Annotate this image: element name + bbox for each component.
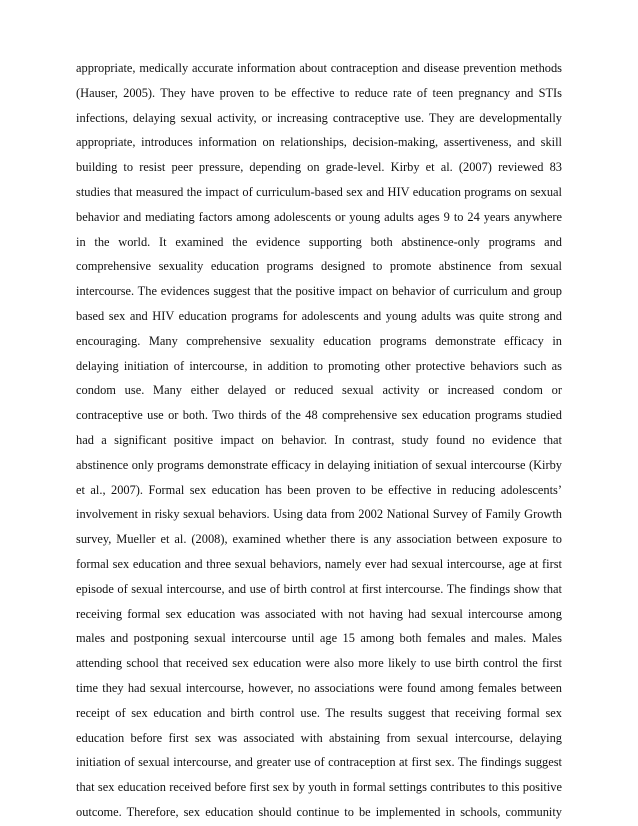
text-line-21: formal sex education and three sexual behaviors, namely ever had sexual intercourse, age at first bbox=[76, 557, 562, 571]
text-line-13: delaying initiation of intercourse, in addition to promoting other protective behaviors such as bbox=[76, 359, 562, 373]
text-line-22: episode of sexual intercourse, and use of birth control at first intercourse. The findings show that bbox=[76, 582, 562, 596]
text-line-11: based sex and HIV education programs for adolescents and young adults was quite strong and bbox=[76, 309, 562, 323]
text-line-6: studies that measured the impact of curriculum-based sex and HIV education programs on sexual bbox=[76, 185, 562, 199]
text-line-7: behavior and mediating factors among adolescents or young adults ages 9 to 24 years anywhere bbox=[76, 210, 562, 224]
text-line-10: intercourse. The evidences suggest that the positive impact on behavior of curriculum and group bbox=[76, 284, 562, 298]
text-line-23: receiving formal sex education was associated with not having had sexual intercourse among bbox=[76, 607, 562, 621]
text-line-4: appropriate, introduces information on relationships, decision-making, assertiveness, and skill bbox=[76, 135, 562, 149]
text-line-3: infections, delaying sexual activity, or increasing contraceptive use. They are developmentally bbox=[76, 111, 562, 125]
text-line-29: initiation of sexual intercourse, and greater use of contraception at first sex. The findings suggest bbox=[76, 755, 562, 769]
text-line-2: (Hauser, 2005). They have proven to be effective to reduce rate of teen pregnancy and STIs bbox=[76, 86, 562, 100]
text-line-1: appropriate, medically accurate information about contraception and disease prevention methods bbox=[76, 61, 562, 75]
text-line-24: males and postponing sexual intercourse until age 15 among both females and males. Males bbox=[76, 631, 562, 645]
text-line-14: condom use. Many either delayed or reduced sexual activity or increased condom or bbox=[76, 383, 562, 397]
text-line-9: comprehensive sexuality education programs designed to promote abstinence from sexual bbox=[76, 259, 562, 273]
text-line-30: that sex education received before first sex by youth in formal settings contributes to this positive bbox=[76, 780, 562, 794]
text-line-18: et al., 2007). Formal sex education has been proven to be effective in reducing adolescents’ bbox=[76, 483, 562, 497]
text-line-28: education before first sex was associated with abstaining from sexual intercourse, delaying bbox=[76, 731, 562, 745]
text-line-5: building to resist peer pressure, depending on grade-level. Kirby et al. (2007) reviewed 83 bbox=[76, 160, 562, 174]
text-line-25: attending school that received sex education were also more likely to use birth control the first bbox=[76, 656, 562, 670]
text-line-15: contraceptive use or both. Two thirds of the 48 comprehensive sex education programs studied bbox=[76, 408, 562, 422]
text-line-16: had a significant positive impact on behavior. In contrast, study found no evidence that bbox=[76, 433, 562, 447]
text-line-8: in the world. It examined the evidence supporting both abstinence-only programs and bbox=[76, 235, 562, 249]
text-line-17: abstinence only programs demonstrate efficacy in delaying initiation of sexual intercourse (Kirby bbox=[76, 458, 562, 472]
text-line-27: receipt of sex education and birth control use. The results suggest that receiving formal sex bbox=[76, 706, 562, 720]
text-line-20: survey, Mueller et al. (2008), examined whether there is any association between exposure to bbox=[76, 532, 562, 546]
text-line-12: encouraging. Many comprehensive sexuality education programs demonstrate efficacy in bbox=[76, 334, 562, 348]
text-line-26: time they had sexual intercourse, however, no associations were found among females between bbox=[76, 681, 562, 695]
text-line-31: outcome. Therefore, sex education should continue to be implemented in schools, community bbox=[76, 805, 562, 819]
text-line-19: involvement in risky sexual behaviors. Using data from 2002 National Survey of Family Growth bbox=[76, 507, 562, 521]
